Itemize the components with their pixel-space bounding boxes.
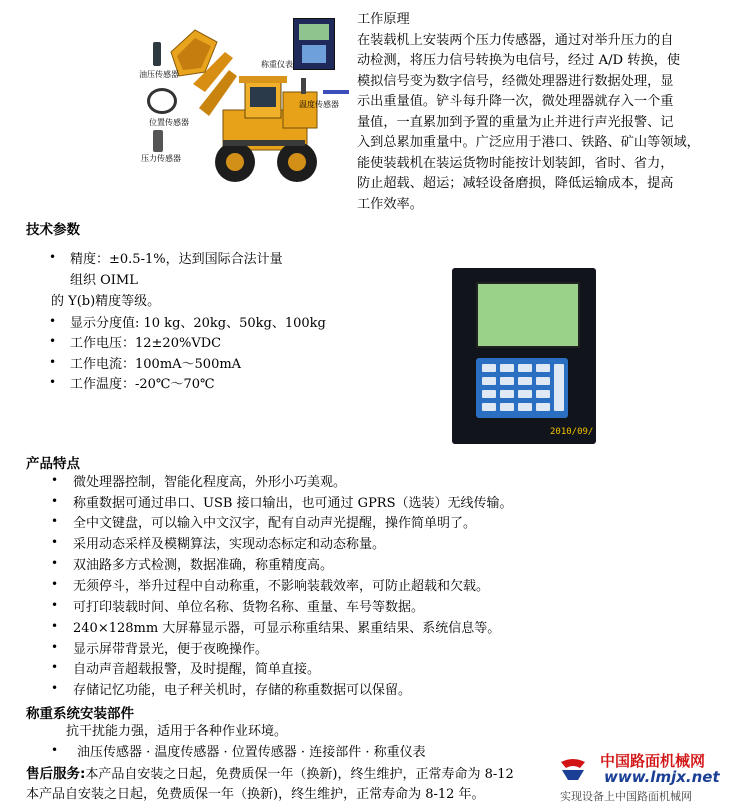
meter-thumbnail bbox=[293, 18, 335, 70]
service-text: 本产品自安装之日起，免费质保一年（换新)，终生维护，正常寿命为 8-12 bbox=[85, 767, 514, 782]
feature-item: 可打印装载时间、单位名称、货物名称、重量、车号等数据。 bbox=[73, 600, 425, 615]
watermark-logo-icon bbox=[558, 756, 588, 782]
meter-screen bbox=[299, 24, 329, 40]
feature-item: 采用动态采样及模糊算法，实现动态标定和动态称量。 bbox=[73, 537, 386, 552]
principle-line: 防止超载、超运；减轻设备磨损，降低运输成本，提高 bbox=[357, 176, 674, 191]
principle-title: 工作原理 bbox=[357, 12, 410, 27]
temp-sensor-icon bbox=[323, 90, 349, 94]
service-line bbox=[26, 765, 514, 784]
principle-line: 量值，一直累加到予置的重量为止并进行声光报警、记 bbox=[357, 114, 674, 130]
weighing-instrument-photo bbox=[452, 268, 596, 444]
bullet-icon: • bbox=[49, 334, 57, 348]
feature-item: 存储记忆功能，电子秤关机时，存储的称重数据可以保留。 bbox=[73, 683, 412, 698]
feature-item: 双油路多方式检测，数据准确，称重精度高。 bbox=[73, 558, 334, 573]
feature-item: 微处理器控制，智能化程度高，外形小巧美观。 bbox=[73, 475, 347, 490]
feature-item: 显示屏带背景光，便于夜晚操作。 bbox=[73, 642, 269, 657]
instrument-date-stamp: 2010/09/ bbox=[550, 427, 594, 437]
tech-item: 工作电压：12±20%VDC bbox=[70, 336, 222, 351]
meter-label: 称重仪表 bbox=[261, 60, 293, 69]
bullet-icon: • bbox=[49, 355, 57, 369]
principle-line: 动检测，将压力信号转换为电信号，经过 A/D 转换，使 bbox=[357, 53, 681, 68]
bullet-icon: • bbox=[51, 681, 59, 695]
oil-sensor-label: 油压传感器 bbox=[139, 70, 179, 79]
bullet-icon: • bbox=[51, 473, 59, 487]
watermark-title: 中国路面机械网 bbox=[600, 752, 706, 770]
feature-item: 全中文键盘，可以输入中文汉字，配有自动声光提醒，操作简单明了。 bbox=[73, 516, 477, 531]
instrument-screen bbox=[476, 282, 580, 348]
tech-precision-line1: 精度：±0.5-1%，达到国际合法计量 bbox=[70, 252, 283, 267]
install-note: 抗干扰能力强，适用于各种作业环境。 bbox=[66, 724, 288, 739]
feature-item: 自动声音超载报警，及时提醒，简单直接。 bbox=[73, 662, 321, 677]
service-repeat: 本产品自安装之日起，免费质保一年（换新)，终生维护，正常寿命为 8-12 年。 bbox=[26, 787, 485, 802]
install-heading: 称重系统安装部件 bbox=[26, 706, 134, 722]
feature-item: 无须停斗，举升过程中自动称重，不影响装载效率，可防止超载和欠载。 bbox=[73, 579, 490, 594]
bullet-icon: • bbox=[49, 375, 57, 389]
tech-item: 显示分度值: 10 kg、20kg、50kg、100kg bbox=[70, 316, 326, 331]
tech-heading: 技术参数 bbox=[26, 222, 80, 238]
principle-line: 在装载机上安装两个压力传感器，通过对举升压力的自 bbox=[357, 32, 674, 48]
watermark bbox=[556, 748, 728, 806]
pressure-sensor-icon bbox=[153, 130, 163, 152]
bullet-icon: • bbox=[49, 314, 57, 328]
features-heading: 产品特点 bbox=[26, 456, 80, 472]
bullet-icon: • bbox=[51, 514, 59, 528]
feature-item: 240×128mm 大屏幕显示器，可显示称重结果、累重结果、系统信息等。 bbox=[73, 621, 501, 636]
bullet-icon: • bbox=[51, 619, 59, 633]
tech-item: 工作温度：-20℃～70℃ bbox=[70, 377, 215, 392]
position-sensor-label: 位置传感器 bbox=[149, 118, 189, 127]
bullet-icon: • bbox=[49, 250, 57, 264]
tech-precision-line3: 的 Y(b)精度等级。 bbox=[51, 294, 161, 309]
bullet-icon: • bbox=[51, 640, 59, 654]
watermark-url: www.lmjx.net bbox=[604, 768, 720, 786]
principle-line: 示出重量值。铲斗每升降一次，微处理器就存入一个重 bbox=[357, 94, 674, 109]
position-sensor-icon bbox=[147, 88, 177, 114]
instrument-keypad bbox=[476, 358, 568, 418]
bullet-icon: • bbox=[51, 660, 59, 674]
principle-line: 工作效率。 bbox=[357, 196, 423, 212]
bullet-icon: • bbox=[51, 598, 59, 612]
bullet-icon: • bbox=[51, 743, 59, 757]
watermark-sub: 实现设备上中国路面机械网 bbox=[560, 790, 692, 803]
install-parts: 油压传感器 · 温度传感器 · 位置传感器 · 连接部件 · 称重仪表 bbox=[77, 745, 426, 760]
loader-diagram bbox=[133, 12, 353, 188]
temp-sensor-label: 温度传感器 bbox=[299, 100, 339, 109]
bullet-icon: • bbox=[51, 577, 59, 591]
feature-item: 称重数据可通过串口、USB 接口输出，也可通过 GPRS（选装）无线传输。 bbox=[73, 496, 513, 511]
bullet-icon: • bbox=[51, 535, 59, 549]
tech-item: 工作电流：100mA～500mA bbox=[70, 357, 242, 372]
bullet-icon: • bbox=[51, 494, 59, 508]
principle-section bbox=[357, 10, 699, 215]
keypad-keys bbox=[476, 358, 568, 418]
principle-line: 入到总累加重量中。广泛应用于港口、铁路、矿山等领域， bbox=[357, 135, 700, 150]
service-label: 售后服务: bbox=[26, 766, 86, 782]
meter-keys bbox=[302, 45, 326, 63]
bullet-icon: • bbox=[51, 556, 59, 570]
principle-line: 模拟信号变为数字信号，经微处理器进行数据处理，显 bbox=[357, 73, 674, 89]
principle-line: 能使装载机在装运货物时能按计划装卸，省时、省力， bbox=[357, 155, 674, 171]
tech-precision-line2: 组织 OIML bbox=[70, 273, 138, 288]
oil-sensor-icon bbox=[153, 42, 161, 66]
pressure-sensor-label: 压力传感器 bbox=[141, 154, 181, 163]
